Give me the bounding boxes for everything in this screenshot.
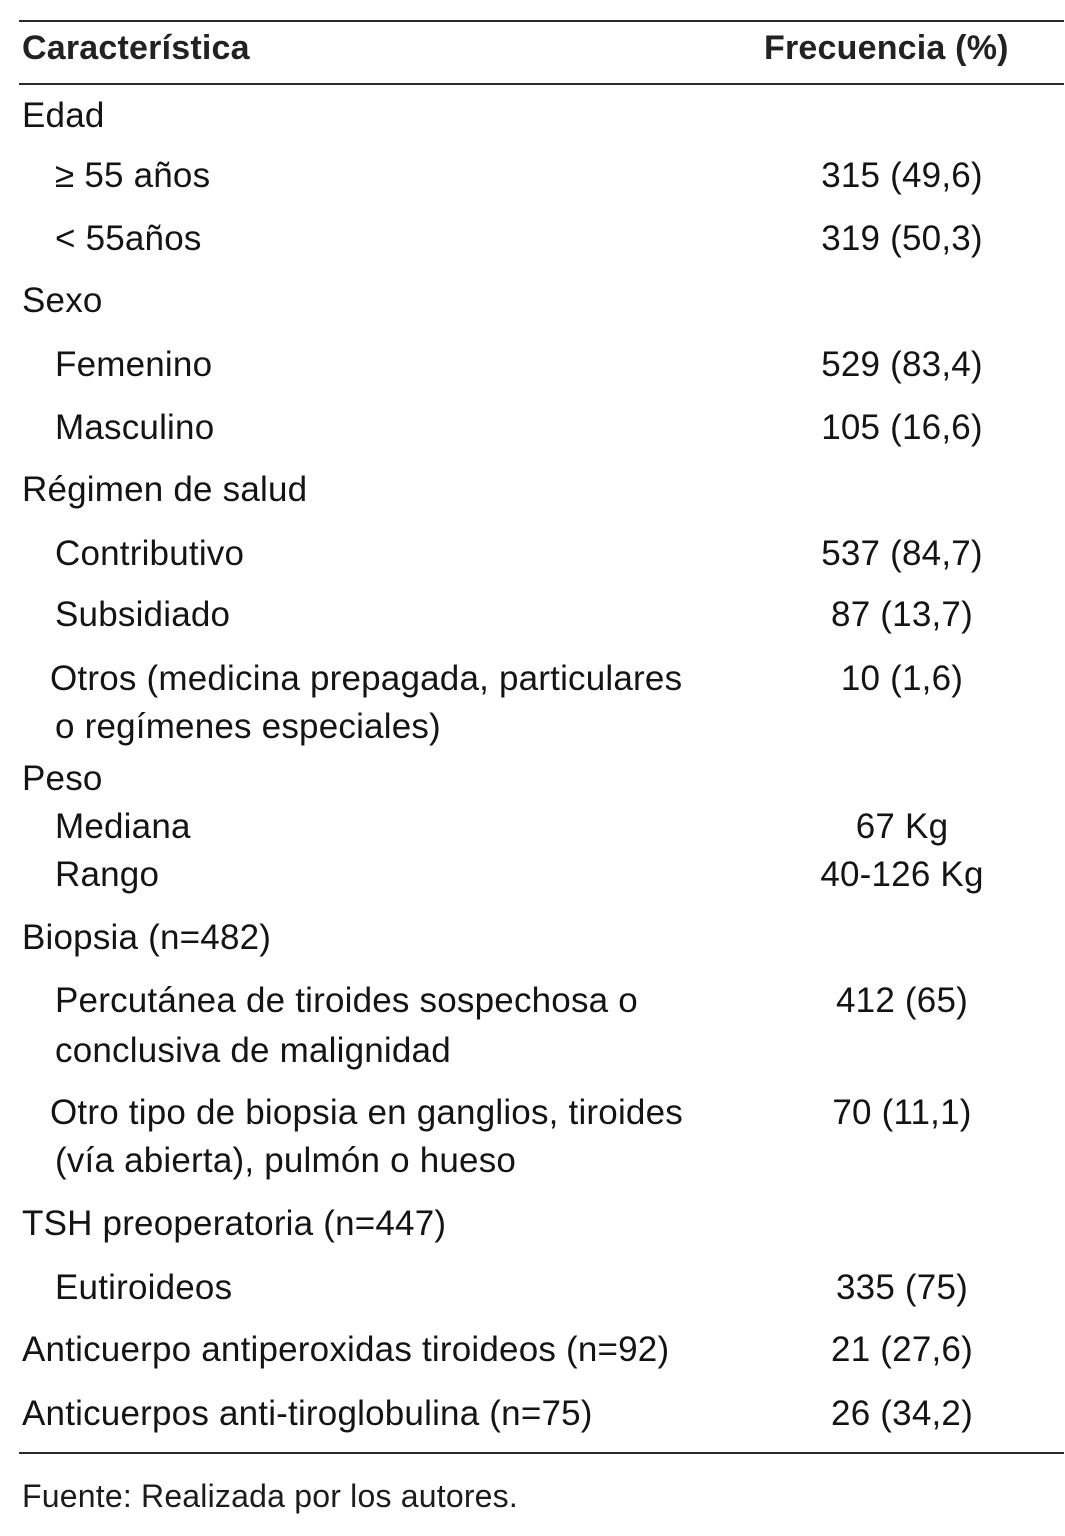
- row-value-subsidiado: 87 (13,7): [831, 595, 973, 634]
- row-value-contributivo: 537 (84,7): [821, 534, 983, 573]
- row-label-otro-biopsia-line2: (vía abierta), pulmón o hueso: [55, 1141, 517, 1180]
- row-value-eutiroideos: 335 (75): [836, 1268, 968, 1307]
- section-label-sexo: Sexo: [22, 281, 103, 320]
- row-label-otros-line1: Otros (medicina prepagada, particulares: [50, 659, 683, 698]
- section-label-edad: Edad: [22, 96, 105, 135]
- row-label-antiperoxidas: Anticuerpo antiperoxidas tiroideos (n=92): [22, 1330, 670, 1369]
- row-value-masculino: 105 (16,6): [821, 408, 983, 447]
- section-label-regimen: Régimen de salud: [22, 470, 308, 509]
- table-footnote: Fuente: Realizada por los autores.: [22, 1478, 518, 1514]
- table-header-rule: [19, 83, 1064, 85]
- row-label-femenino: Femenino: [55, 345, 213, 384]
- row-label-subsidiado: Subsidiado: [55, 595, 231, 634]
- row-value-percutanea: 412 (65): [836, 981, 968, 1020]
- row-label-eutiroideos: Eutiroideos: [55, 1268, 233, 1307]
- row-value-antiperoxidas: 21 (27,6): [831, 1330, 973, 1369]
- row-value-otro-biopsia: 70 (11,1): [832, 1093, 972, 1132]
- row-value-rango: 40-126 Kg: [820, 855, 984, 894]
- row-value-otros: 10 (1,6): [840, 659, 964, 698]
- row-label-percutanea-line2: conclusiva de malignidad: [55, 1031, 451, 1070]
- row-label-age-55-plus: ≥ 55 años: [55, 156, 211, 195]
- row-value-age-under-55: 319 (50,3): [821, 219, 983, 258]
- section-label-biopsia: Biopsia (n=482): [22, 918, 272, 957]
- row-label-mediana: Mediana: [55, 807, 191, 846]
- table-top-rule: [19, 20, 1064, 22]
- section-label-peso: Peso: [22, 759, 103, 798]
- row-label-otro-biopsia-line1: Otro tipo de biopsia en ganglios, tiroides: [50, 1093, 683, 1132]
- row-value-antitiroglobulina: 26 (34,2): [831, 1394, 973, 1433]
- row-label-rango: Rango: [55, 855, 160, 894]
- row-label-otros-line2: o regímenes especiales): [55, 707, 441, 746]
- table-bottom-rule: [19, 1452, 1064, 1454]
- row-label-contributivo: Contributivo: [55, 534, 245, 573]
- row-label-age-under-55: < 55años: [55, 219, 202, 258]
- row-value-age-55-plus: 315 (49,6): [821, 156, 983, 195]
- row-label-antitiroglobulina: Anticuerpos anti-tiroglobulina (n=75): [22, 1394, 593, 1433]
- header-characteristic: Característica: [22, 29, 250, 67]
- header-frequency: Frecuencia (%): [764, 29, 1009, 67]
- row-label-percutanea-line1: Percutánea de tiroides sospechosa o: [55, 981, 638, 1020]
- row-label-masculino: Masculino: [55, 408, 215, 447]
- row-value-femenino: 529 (83,4): [821, 345, 983, 384]
- row-value-mediana: 67 Kg: [855, 807, 949, 846]
- section-label-tsh: TSH preoperatoria (n=447): [22, 1204, 447, 1243]
